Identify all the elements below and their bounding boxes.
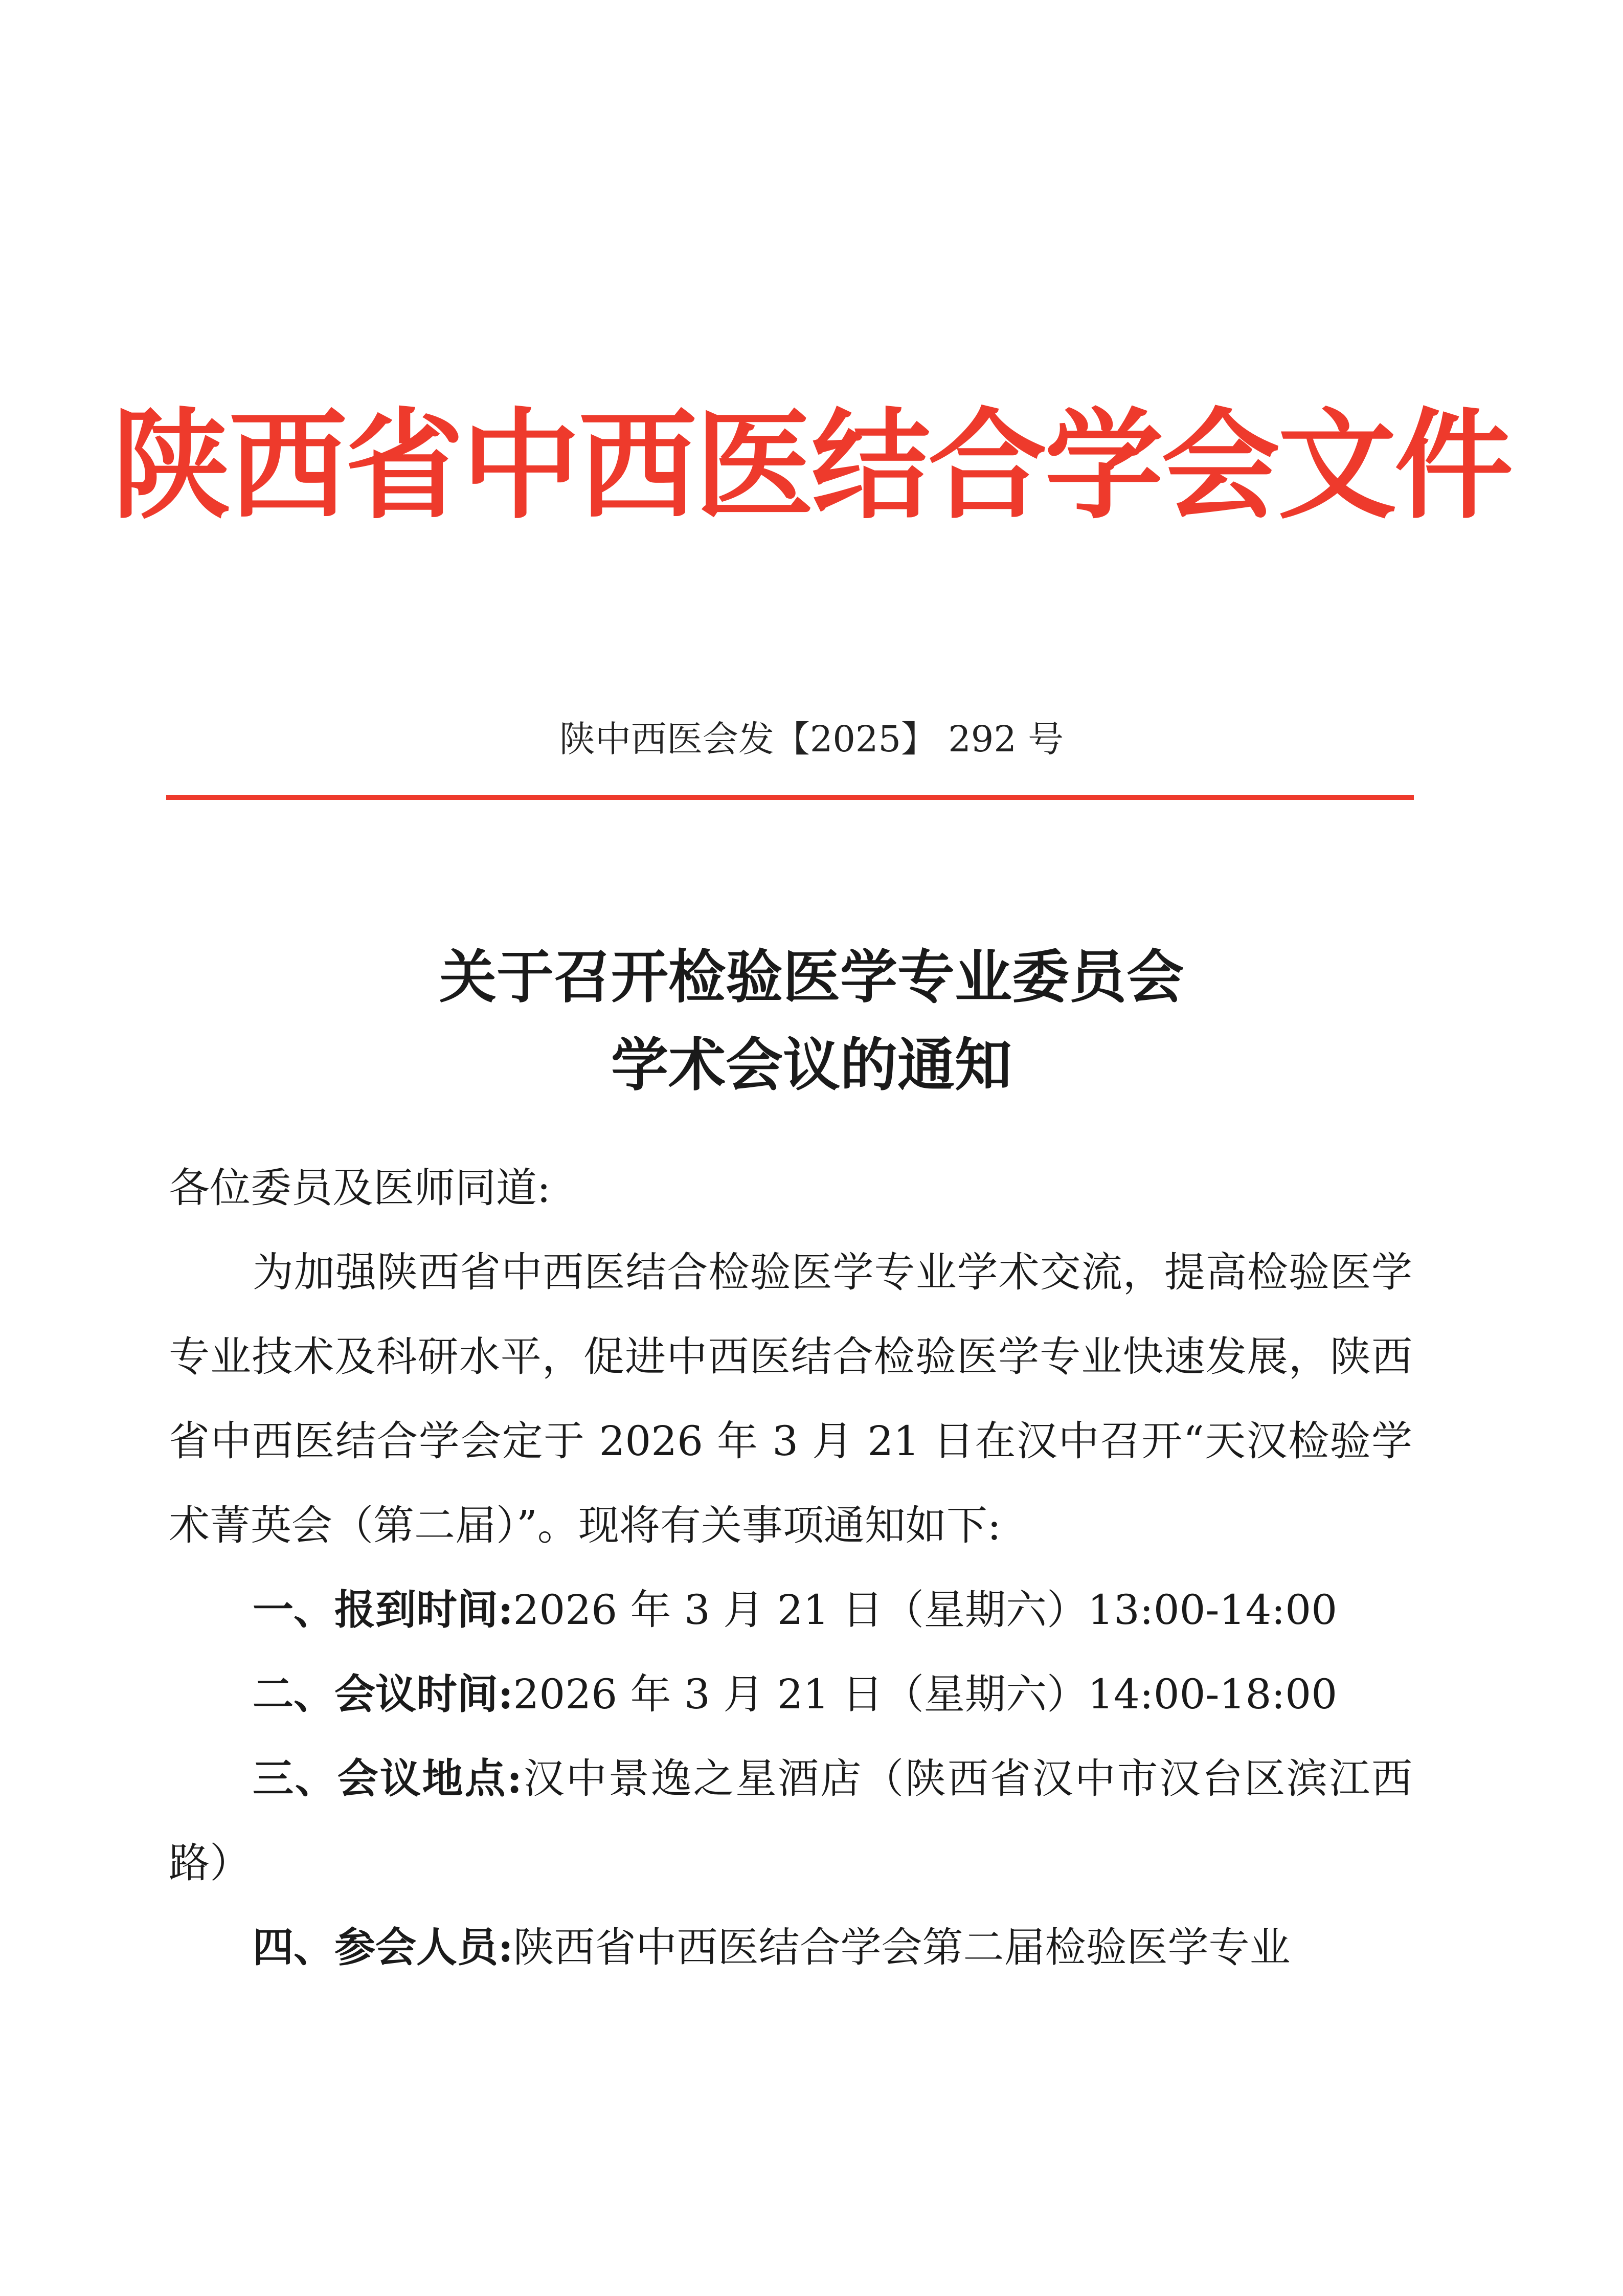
item-label: 三、会议地点:	[253, 1754, 522, 1802]
red-divider-line	[166, 795, 1414, 800]
item-text: 2026 年 3 月 21 日（星期六）14:00-18:00	[513, 1670, 1338, 1718]
item-meeting-location	[169, 1736, 1412, 1905]
item-label: 二、会议时间:	[253, 1670, 513, 1718]
item-text: 陕西省中西医结合学会第二届检验医学专业	[513, 1924, 1291, 1971]
document-number: 陕中西医会发【2025】 292 号	[559, 718, 1064, 760]
notice-title-line-2: 学术会议的通知	[611, 1032, 1012, 1099]
item-label: 一、报到时间:	[253, 1586, 513, 1634]
item-text: 汉中景逸之星酒店（陕西省汉中市汉台区滨江西路）	[169, 1755, 1412, 1887]
salutation: 各位委员及医师同道:	[169, 1164, 551, 1212]
notice-title	[0, 933, 1623, 1109]
intro-paragraph: 为加强陕西省中西医结合检验医学专业学术交流，提高检验医学专业技术及科研水平，促进中西医结合检验医学专业快速发展，陕西省中西医结合学会定于 2026 年 3 月 21 日在汉中召开“天汉检验学术菁英会（第二届）”。现将有关事项通知如下:	[169, 1249, 1412, 1549]
item-registration-time	[169, 1568, 1412, 1652]
item-meeting-time	[169, 1652, 1412, 1736]
notice-body	[169, 1146, 1412, 1990]
notice-title-line-1: 关于召开检验医学专业委员会	[439, 944, 1184, 1011]
issuer-title: 陕西省中西医结合学会文件	[111, 395, 1511, 535]
item-text: 2026 年 3 月 21 日（星期六）13:00-14:00	[513, 1586, 1338, 1634]
item-attendees	[169, 1905, 1412, 1990]
item-label: 四、参会人员:	[253, 1923, 513, 1971]
